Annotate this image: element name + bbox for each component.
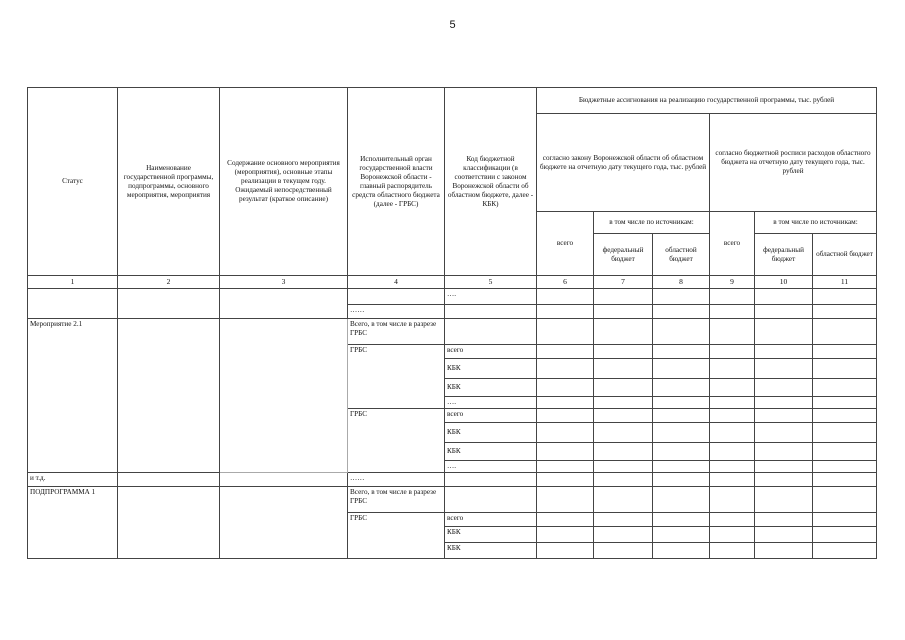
table-cell	[813, 289, 877, 305]
table-cell	[653, 513, 710, 527]
table-cell	[710, 359, 755, 379]
table-cell	[594, 397, 653, 409]
header-law: согласно закону Воронежской области об областном бюджете на отчетную дату текущего года, тыс. рублей	[537, 114, 710, 212]
executor-cell: Всего, в том числе в разрезе ГРБС	[348, 319, 445, 345]
table-cell	[710, 319, 755, 345]
table-cell	[28, 289, 118, 319]
table-cell	[710, 443, 755, 461]
table-cell	[710, 423, 755, 443]
kbk-cell: КБК	[445, 443, 537, 461]
header-register-total: всего	[710, 212, 755, 276]
table-cell	[653, 527, 710, 543]
table-cell	[537, 423, 594, 443]
table-cell	[653, 473, 710, 487]
header-law-sources: в том числе по источникам:	[594, 212, 710, 234]
status-cell: Мероприятие 2.1	[28, 319, 118, 473]
table-cell	[594, 379, 653, 397]
table-cell	[653, 345, 710, 359]
table-cell	[594, 345, 653, 359]
table-cell	[710, 543, 755, 559]
table-cell	[653, 423, 710, 443]
table-cell	[594, 461, 653, 473]
table-cell	[537, 513, 594, 527]
header-register-federal: федеральный бюджет	[755, 234, 813, 276]
table-cell	[813, 543, 877, 559]
column-number: 7	[594, 276, 653, 289]
table-cell	[653, 409, 710, 423]
table-cell	[755, 397, 813, 409]
table-cell	[710, 345, 755, 359]
table-cell	[537, 443, 594, 461]
table-cell	[537, 461, 594, 473]
executor-cell: ГРБС	[348, 513, 445, 559]
table-cell	[594, 409, 653, 423]
table-cell	[813, 473, 877, 487]
table-cell	[755, 379, 813, 397]
column-number: 8	[653, 276, 710, 289]
kbk-cell: КБК	[445, 379, 537, 397]
table-cell	[710, 379, 755, 397]
table-cell	[813, 379, 877, 397]
budget-report-table	[27, 87, 877, 559]
executor-cell: ГРБС	[348, 409, 445, 473]
table-cell	[537, 379, 594, 397]
table-cell	[594, 543, 653, 559]
table-cell	[653, 289, 710, 305]
table-cell	[594, 319, 653, 345]
table-cell	[710, 289, 755, 305]
header-status: Статус	[28, 88, 118, 276]
table-cell	[653, 397, 710, 409]
kbk-cell: КБК	[445, 543, 537, 559]
table-cell	[710, 473, 755, 487]
table-cell	[220, 319, 348, 473]
table-cell	[813, 345, 877, 359]
table-cell	[445, 473, 537, 487]
table-cell	[445, 487, 537, 513]
table-cell	[813, 409, 877, 423]
executor-cell: Всего, в том числе в разрезе ГРБС	[348, 487, 445, 513]
table-cell	[594, 513, 653, 527]
table-cell	[594, 527, 653, 543]
table-cell	[653, 319, 710, 345]
table-cell	[537, 397, 594, 409]
table-cell	[653, 359, 710, 379]
table-cell	[813, 461, 877, 473]
table-cell	[537, 359, 594, 379]
table-cell	[220, 289, 348, 319]
table-cell	[537, 319, 594, 345]
table-cell	[537, 543, 594, 559]
table-cell	[755, 513, 813, 527]
kbk-cell: КБК	[445, 423, 537, 443]
table-cell	[755, 305, 813, 319]
table-cell	[813, 397, 877, 409]
table-cell	[348, 289, 445, 305]
table-cell	[755, 443, 813, 461]
kbk-cell: ….	[445, 397, 537, 409]
table-cell	[710, 527, 755, 543]
table-cell	[755, 289, 813, 305]
table-cell	[813, 319, 877, 345]
table-cell	[813, 423, 877, 443]
table-cell	[537, 487, 594, 513]
status-cell: и т.д.	[28, 473, 118, 487]
table-cell	[813, 527, 877, 543]
table-cell	[594, 443, 653, 461]
table-cell	[594, 473, 653, 487]
table-cell	[537, 289, 594, 305]
table-cell	[653, 543, 710, 559]
column-number: 11	[813, 276, 877, 289]
table-cell	[755, 409, 813, 423]
header-law-federal: федеральный бюджет	[594, 234, 653, 276]
table-cell	[220, 487, 348, 559]
header-name: Наименование государственной программы, подпрограммы, основного мероприятия, мероприятия	[118, 88, 220, 276]
table-cell	[755, 359, 813, 379]
kbk-cell: ….	[445, 289, 537, 305]
table-cell	[118, 289, 220, 319]
table-cell	[653, 487, 710, 513]
header-content: Содержание основного мероприятия (мероприятия), основные этапы реализации в текущем году. Ожидаемый непосредственный результат (краткое описание)	[220, 88, 348, 276]
header-register-sources: в том числе по источникам:	[755, 212, 877, 234]
table-cell	[755, 473, 813, 487]
kbk-cell: КБК	[445, 359, 537, 379]
table-cell	[594, 359, 653, 379]
table-cell	[445, 305, 537, 319]
table-cell	[755, 345, 813, 359]
header-register: согласно бюджетной росписи расходов областного бюджета на отчетную дату текущего года, тыс. рублей	[710, 114, 877, 212]
header-kbk: Код бюджетной классификации (в соответствии с законом Воронежской области об областном бюджете, далее - КБК)	[445, 88, 537, 276]
table-cell	[813, 359, 877, 379]
header-law-total: всего	[537, 212, 594, 276]
column-number: 6	[537, 276, 594, 289]
table-cell	[710, 487, 755, 513]
table-cell	[118, 487, 220, 559]
kbk-cell: ….	[445, 461, 537, 473]
table-cell	[594, 305, 653, 319]
table-cell	[118, 319, 220, 473]
table-cell	[118, 473, 220, 487]
table-cell	[755, 461, 813, 473]
executor-cell: ……	[348, 305, 445, 319]
table-cell	[755, 423, 813, 443]
column-number: 2	[118, 276, 220, 289]
header-law-regional: областной бюджет	[653, 234, 710, 276]
column-number: 1	[28, 276, 118, 289]
table-cell	[653, 461, 710, 473]
table-cell	[813, 487, 877, 513]
table-cell	[537, 473, 594, 487]
table-cell	[445, 319, 537, 345]
table-cell	[594, 423, 653, 443]
column-number: 3	[220, 276, 348, 289]
header-executor: Исполнительный орган государственной власти Воронежской области - главный распорядитель средств областного бюджета (далее - ГРБС)	[348, 88, 445, 276]
table-cell	[220, 473, 348, 487]
table-cell	[813, 305, 877, 319]
table-cell	[710, 409, 755, 423]
table-cell	[537, 409, 594, 423]
table-cell	[813, 513, 877, 527]
table-cell	[710, 461, 755, 473]
status-cell: ПОДПРОГРАММА 1	[28, 487, 118, 559]
header-register-regional: областной бюджет	[813, 234, 877, 276]
kbk-cell: всего	[445, 409, 537, 423]
executor-cell: ГРБС	[348, 345, 445, 409]
table-cell	[755, 527, 813, 543]
table-cell	[537, 305, 594, 319]
column-number: 5	[445, 276, 537, 289]
column-number: 9	[710, 276, 755, 289]
table-cell	[710, 305, 755, 319]
kbk-cell: всего	[445, 345, 537, 359]
table-cell	[537, 345, 594, 359]
table-cell	[537, 527, 594, 543]
column-number: 10	[755, 276, 813, 289]
column-number: 4	[348, 276, 445, 289]
table-cell	[594, 487, 653, 513]
kbk-cell: всего	[445, 513, 537, 527]
executor-cell: ……	[348, 473, 445, 487]
table-cell	[755, 319, 813, 345]
table-cell	[710, 397, 755, 409]
header-budget-group: Бюджетные ассигнования на реализацию государственной программы, тыс. рублей	[537, 88, 877, 114]
table-cell	[710, 513, 755, 527]
table-cell	[755, 487, 813, 513]
table-cell	[813, 443, 877, 461]
table-cell	[755, 543, 813, 559]
table-cell	[594, 289, 653, 305]
table-cell	[653, 305, 710, 319]
table-cell	[653, 379, 710, 397]
kbk-cell: КБК	[445, 527, 537, 543]
page-number: 5	[449, 19, 456, 31]
table-cell	[653, 443, 710, 461]
